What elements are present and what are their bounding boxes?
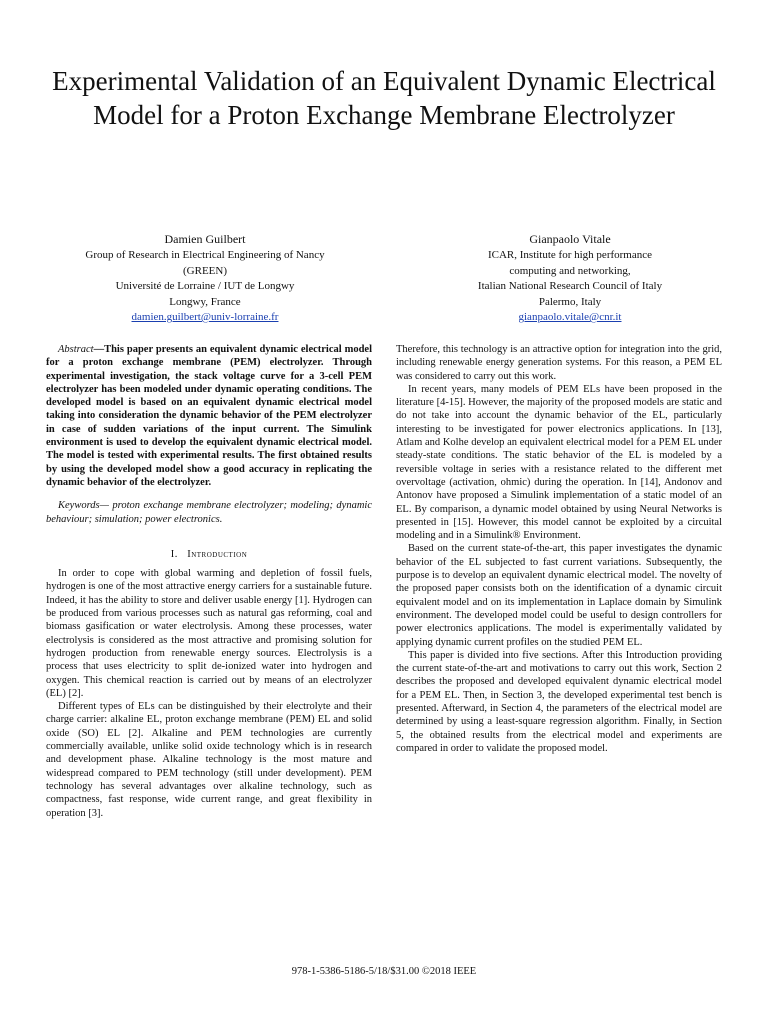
keywords-label: Keywords [58,500,100,512]
author-block-1 [50,230,360,326]
body-paragraph: Therefore, this technology is an attractive option for integration into the grid, including renewable energy generation systems. For this reason, a PEM EL was considered to carry out this work. [396,344,722,382]
keywords-text: — proton exchange membrane electrolyzer; modeling; dynamic behaviour; simulation; power electronics. [46,500,372,525]
author-block-2 [410,230,730,326]
body-paragraph: In recent years, many models of PEM ELs have been proposed in the literature [4-15]. However, the majority of the proposed models are static and do not take into account the dynamic behavior of the EL, particularly interesting to be investigated for power electronics applications. In [13], Atlam and Kolhe develop an equivalent electrical model for a PEM EL under steady-state conditions. The static behavior of the EL is modeled by a reversible voltage in series with a resistance related to the different met overvoltage (activation, ohmic) during the operation. In [14], Andonov and Antonov have proposed a Simulink implementation of a static model of an EL. By comparison, a dynamic model obtained by using Neural Networks is presented in [15]. However, this model cannot be exploited by a circuital modeling and in a Simulink® Environment. [396,383,722,542]
author-location: Longwy, France [169,295,241,308]
left-column [46,343,372,820]
author-location: Palermo, Italy [538,295,602,308]
author-affiliation: Group of Research in Electrical Engineering of Nancy [85,249,325,261]
abstract-dash: — [93,344,105,355]
section-number: I. [170,548,178,560]
abstract-text: This paper presents an equivalent dynamic electrical model for a proton exchange membrane (PEM) electrolyzer. Through experimental investigation, the stack voltage curve for a 3-cell PEM electrolyzer has been modeled under dynamic operating conditions. The developed model is based on an equivalent dynamic electrical model taking into consideration the dynamic behavior of the PEM electrolyzer in case of sudden variations of the input current. The Simulink environment is used to develop the equivalent dynamic electrical model. The model is tested with experimental results. The first obtained results by using the developed model show a good accuracy in replicating the dynamic behavior of the electrolyzer. [46,344,372,488]
author-affiliation: computing and networking, [509,264,631,277]
abstract [46,343,372,489]
paper-title: Experimental Validation of an Equivalent Dynamic Electrical Model for a Proton Exchange Membrane Electrolyzer [52,66,716,130]
section-heading-introduction [46,548,372,561]
author-affiliation: Université de Lorraine / IUT de Longwy [115,280,295,292]
author-affiliation: Italian National Research Council of Italy [477,280,663,292]
author-affiliation: ICAR, Institute for high performance [487,249,653,261]
author-name: Damien Guilbert [164,232,246,246]
author-email-link[interactable]: damien.guilbert@univ-lorraine.fr [131,311,279,323]
body-paragraph: Based on the current state-of-the-art, this paper investigates the dynamic behavior of the EL subjected to fast current variations. Subsequently, the purpose is to develop an equivalent dynamic electrical model. The novelty of the proposed paper consists both on the identification of a dynamic circuit equivalent model and on its implementation in Laplace domain by Simulink environment. The developed model could be useful to design controllers for power electronics applications. The model is experimentally validated by applying dynamic current profiles on the studied PEM EL. [396,543,722,648]
body-paragraph: In order to cope with global warming and depletion of fossil fuels, hydrogen is one of the most attractive energy carriers for a sustainable future. Indeed, it has the ability to store and deliver usable energy [1]. Hydrogen can be produced from various processes such as natural gas reforming, coal and biomass gasification or water electrolysis. Among these processes, water electrolysis is considered as the most attractive and promising solution for hydrogen production from renewable energy sources. Electrolysis is a process that uses electricity to split de-ionized water into hydrogen and oxygen. This chemical reaction is carried out by means of an electrolyzer (EL) [2]. [46,568,372,699]
section-title: Introduction [187,548,248,560]
copyright-footer: 978-1-5386-5186-5/18/$31.00 ©2018 IEEE [291,966,477,977]
right-column [396,343,722,755]
abstract-label: Abstract [58,344,94,355]
keywords [46,499,372,526]
author-name: Gianpaolo Vitale [529,232,611,246]
body-paragraph: This paper is divided into five sections. After this Introduction providing the current state-of-the-art and motivations to carry out this work, Section 2 describes the proposed and developed equivalent dynamic electrical model for a PEM EL. Then, in Section 3, the developed experimental test bench is presented. Afterward, in Section 4, the parameters of the electrical model are determined by using a least-square regression algorithm. Finally, in Section 5, the obtained results from the electrical model and experiments are compared in order to validate the proposed model. [396,649,722,754]
body-paragraph: Different types of ELs can be distinguished by their electrolyte and their charge carrier: alkaline EL, proton exchange membrane (PEM) EL and solid oxide (SO) EL [2]. Alkaline and PEM technologies are currently commercially available, unlike solid oxide technology which is in research and development phase. Alkaline technology is the most mature and widespread compared to PEM technology (still under development). PEM technology has several advantages over alkaline technology, such as compactness, fast response, wide current range, and great flexibility in operation [3]. [46,701,372,819]
author-affiliation: (GREEN) [183,264,227,277]
author-email-link[interactable]: gianpaolo.vitale@cnr.it [518,311,622,323]
